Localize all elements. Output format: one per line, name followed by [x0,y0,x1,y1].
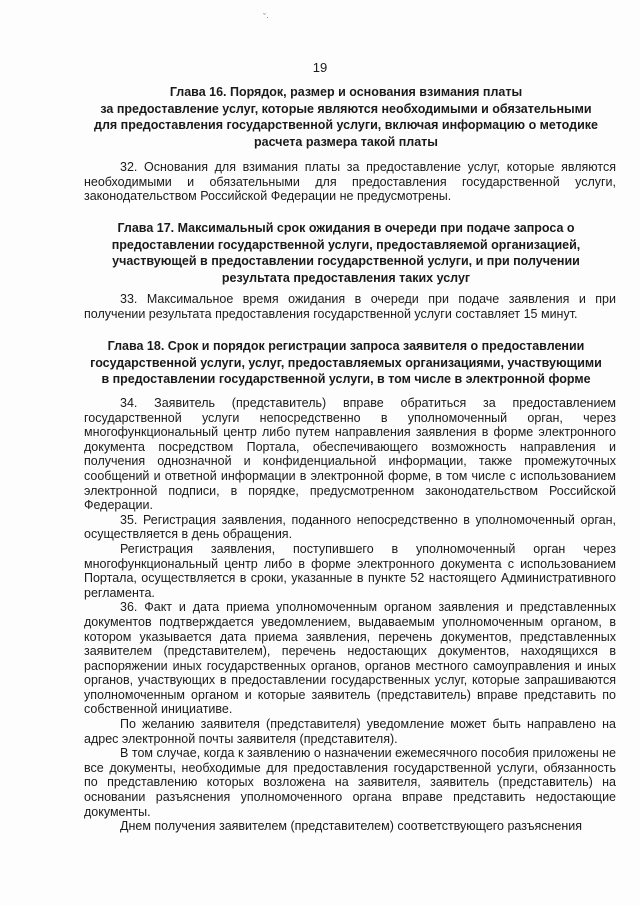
paragraph-34: 34. Заявитель (представитель) вправе обратиться за предоставлением государственной услуги непосредственно в уполномоченный орган, через многофункциональный центр либо путем направления заявления в форме электронного документа посредством Портала, обеспечивающего возможность направления и получения однозначной и конфиденциальной информации, также промежуточных сообщений и ответной информации в электронной форме, в том числе с использованием электронной подписи, в порядке, предусмотренном законодательством Российской Федерации. [84,396,616,513]
paragraph-36-email: По желанию заявителя (представителя) уведомление может быть направлено на адрес электронной почты заявителя (представителя). [84,717,616,746]
scan-speck: ˇ· [263,12,269,22]
heading-line: расчета размера такой платы [254,134,438,149]
paragraph-32: 32. Основания для взимания платы за предоставление услуг, которые являются необходимыми и обязательными для предоставления государственной услуги, законодательством Российской Федерации не предусмотрены. [84,160,616,204]
paragraph-35: 35. Регистрация заявления, поданного непосредственно в уполномоченный орган, осуществляется в день обращения. [84,512,616,542]
page-number: 19 [312,60,328,75]
heading-line: Глава 16. Порядок, размер и основания взимания платы [169,85,523,99]
paragraph-36-missing-documents: В том случае, когда к заявлению о назначении ежемесячного пособия приложены не все документы, необходимые для предоставления государственной услуги, обязанность по представлению которых возложена на заявителя, заявитель (представитель) на основании разъяснения уполномоченного органа вправе представить недостающие документы. [84,746,616,819]
paragraph-36-receipt-date: Днем получения заявителем (представителем) соответствующего разъяснения [120,819,583,834]
chapter-16-body [84,160,616,204]
paragraph-33: 33. Максимальное время ожидания в очереди при подаче заявления и при получении результата предоставления государственной услуги составляет 15 минут. [84,292,616,321]
heading-line: государственной услуги, услуг, предоставляемых организациями, участвующими [90,355,602,370]
heading-line: результата предоставления таких услуг [221,270,471,285]
heading-line: для предоставления государственной услуги, включая информацию о методике [94,118,598,132]
heading-line: Глава 18. Срок и порядок регистрации запроса заявителя о предоставлении [107,339,585,353]
heading-line: за предоставление услуг, которые являются необходимыми и обязательными [100,101,592,116]
chapter-16-heading [76,84,616,150]
chapter-18-heading [76,338,616,388]
chapter-17-body [84,292,616,321]
heading-line: в предоставлении государственной услуги, в том числе в электронной форме [101,372,591,386]
chapter-18-body [84,396,616,834]
paragraph-36: 36. Факт и дата приема уполномоченным органом заявления и представленных документов подтверждается уведомлением, выдаваемым уполномоченным органом, в котором указывается дата приема заявления, перечень документов, представленных заявителем (представителем), перечень недостающих документов, находящихся в распоряжении иных государственных органов, органов местного самоуправления и иных органов, участвующих в предоставлении государственных услуг, которые запрашиваются уполномоченным органом и которые заявитель (представитель) вправе представить по собственной инициативе. [84,600,616,717]
chapter-17-heading [76,220,616,286]
heading-line: Глава 17. Максимальный срок ожидания в очереди при подаче запроса о [117,221,575,235]
heading-line: предоставлении государственной услуги, предоставляемой организацией, [111,237,581,252]
heading-line: участвующей в предоставлении государственной услуги, и при получении [112,254,580,268]
paragraph-35-registration: Регистрация заявления, поступившего в уполномоченный орган через многофункциональный центр либо в форме электронного документа с использованием Портала, осуществляется в сроки, указанные в пункте 52 настоящего Административного регламента. [84,541,616,600]
